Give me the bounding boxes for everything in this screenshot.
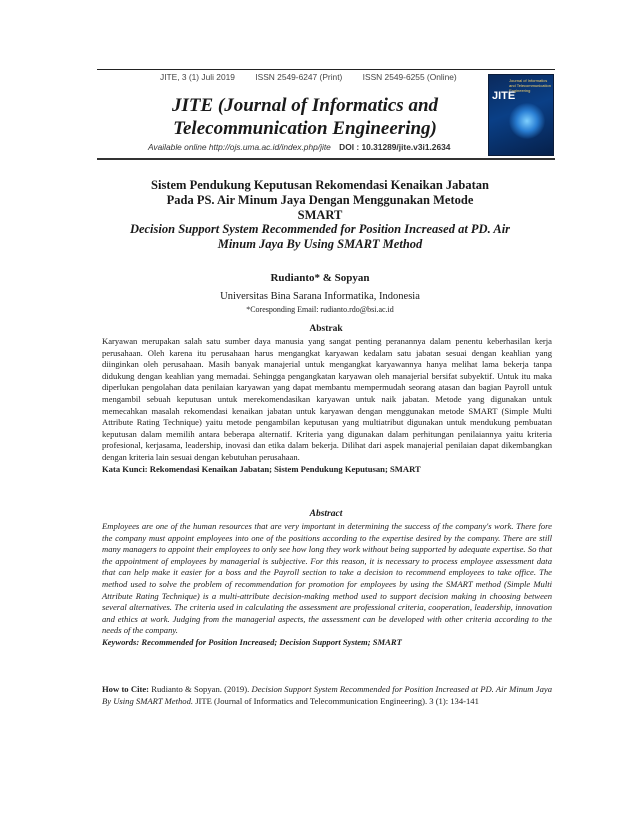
- cite-journal: JITE (Journal of Informatics and Telecommunication Engineering). 3 (1): 134-141: [195, 695, 479, 706]
- abstract-text: Employees are one of the human resources that are very important in determining the success of the company's work. There fore the company must appoint employees into one of the positions according to the expertise desired by the company. There are still many managers to appoint their employees to only see how long they work without being supported by adequate expertise. So that the appointment of employees by managerial is subjective. For this reason, it is necessary to process employee assessment data that can help make it easier for a boss and the Payroll section to take a decision to recommend employees to take office. The method used to solve the problem of recommendation for promotion for employees by using the SMART method (Simple Multi Attribute Rating Technique) is a multi-attribute decision-making method used to support decision making in choosing between several alternatives. The criteria used in calculating the assessment are professional criteria, cooperation, leadership, innovation and ethics at work. Judging from the managerial aspects, the assessment can be developed with other criteria according to the needs of the company.: [102, 521, 552, 636]
- cite-label: How to Cite:: [102, 684, 149, 694]
- issn-online: ISSN 2549-6255 (Online): [362, 72, 457, 82]
- abstrak-heading: Abstrak: [309, 324, 343, 334]
- article-title-indonesian: Sistem Pendukung Keputusan Rekomendasi Kenaikan Jabatan Pada PS. Air Minum Jaya Dengan Menggunakan Metode SMART: [151, 178, 489, 222]
- issue-volume: JITE, 3 (1) Juli 2019: [160, 72, 235, 82]
- affiliation: Universitas Bina Sarana Informatika, Indonesia: [220, 291, 420, 302]
- header-bottom-rule: [97, 158, 555, 160]
- journal-cover-image: [488, 74, 554, 156]
- cover-globe-graphic: [509, 103, 545, 139]
- authors: Rudianto* & Sopyan: [270, 272, 370, 284]
- doi-link[interactable]: DOI : 10.31289/jite.v3i1.2634: [339, 142, 451, 152]
- abstract-heading: Abstract: [309, 509, 343, 519]
- header-top-rule: [97, 69, 555, 70]
- availability-line: [148, 142, 450, 152]
- abstrak-keywords-label: Kata Kunci:: [102, 463, 148, 474]
- abstract-keywords: Recommended for Position Increased; Decision Support System; SMART: [141, 636, 402, 647]
- issn-print: ISSN 2549-6247 (Print): [255, 72, 343, 82]
- article-title-english: Decision Support System Recommended for Position Increased at PD. Air Minum Jaya By Using SMART Method: [129, 222, 511, 251]
- cite-authors-year: Rudianto & Sopyan. (2019).: [151, 684, 250, 694]
- cite-title: Decision Support System Recommended for Position Increased at PD. Air Minum Jaya By Using SMART Method.: [102, 684, 552, 706]
- abstract-body: [102, 521, 552, 649]
- cover-letters: JITE: [492, 90, 516, 102]
- abstrak-body: [102, 336, 552, 475]
- abstrak-keywords: Rekomendasi Kenaikan Jabatan; Sistem Pendukung Keputusan; SMART: [149, 463, 421, 474]
- cover-title: Journal of Informatics and Telecommunication Engineering: [509, 78, 551, 93]
- abstrak-text: Karyawan merupakan salah satu sumber daya manusia yang sangat penting peranannya dalam penentu keberhasilan kerja perusahaan. Oleh karena itu perusahaan harus mengangkat karyawan kedalam satu jabatan sesuai dengan keahlian yang diinginkan oleh perusahaan. Masih banyak manajerial untuk mengangkat karyawannya hanya melihat lama bekerja tanpa didukung dengan keahlian yang memadai. Sehingga pengangkatan karyawan oleh manajerial bersifat subyektif. Untuk itu maka diperlukan pengolahan data penilaian karyawan yang dapat membantu mempermudah seorang atasan dan bagian Payroll untuk mengambil sebuah keputusan untuk merekomendasikan karyawan untuk naik jabatan. Metode yang digunakan untuk memecahkan masalah rekomendasi kenaikan jabatan untuk karyawan dengan menggunakan metode SMART (Simple Multi Attribute Rating Technique) yaitu metode pengambilan keputusan yang multiatribut digunakan untuk mendukung pembuatan keputusan dalam memilih antara beberapa alternatif. Kriteria yang digunakan dalam perhitungan penilaiannya yaitu kriteria profesional, kerjasama, leadership, inovasi dan etika dalam bekerja. Dilihat dari aspek manajerial penilaian dapat dikembangkan dengan kriteria lain sesuai dengan kebutuhan perusahaan.: [102, 336, 552, 462]
- corresponding-email[interactable]: *Coresponding Email: rudianto.rdo@bsi.ac.id: [246, 305, 394, 314]
- journal-title: JITE (Journal of Informatics and Telecommunication Engineering): [171, 95, 439, 139]
- journal-url-link[interactable]: Available online http://ojs.uma.ac.id/index.php/jite: [148, 142, 331, 152]
- issue-info: [160, 72, 475, 82]
- how-to-cite: [102, 684, 552, 707]
- abstract-keywords-label: Keywords:: [102, 636, 140, 647]
